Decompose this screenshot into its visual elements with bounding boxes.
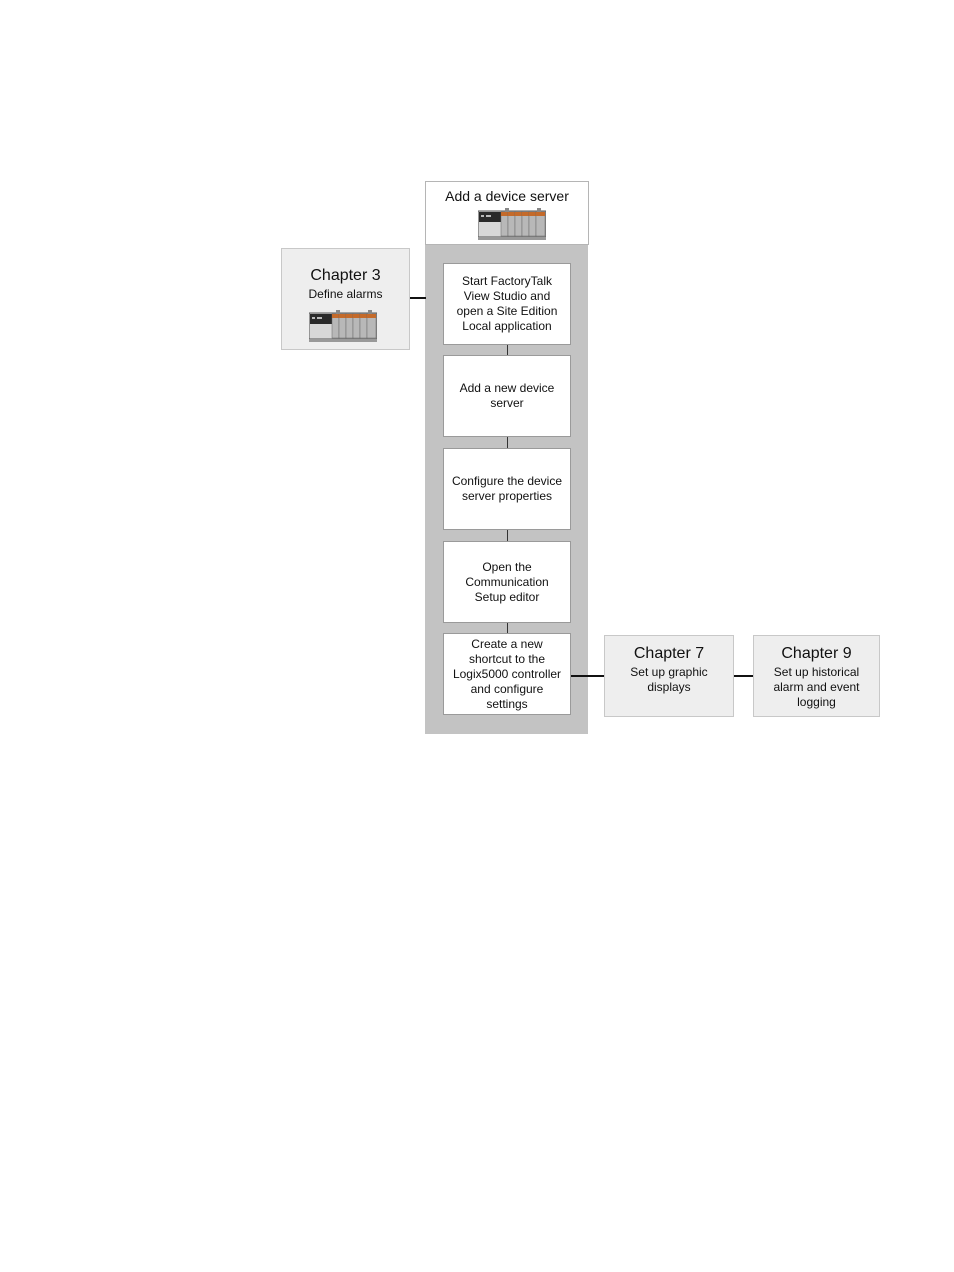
step-text: Create a new shortcut to the Logix5000 controller and configure settings xyxy=(452,636,562,711)
step-add-device-server xyxy=(443,355,571,437)
chapter-description: Set up graphic displays xyxy=(630,665,708,694)
step-create-shortcut xyxy=(443,633,571,715)
connector-line xyxy=(410,297,426,299)
step-start-studio xyxy=(443,263,571,345)
chapter-next-box xyxy=(753,635,880,717)
chapter-description: Define alarms xyxy=(308,287,383,301)
step-text: Add a new device server xyxy=(459,381,555,410)
step-text: Open the Communication Setup editor xyxy=(465,559,549,604)
chapter-prev-box xyxy=(281,248,410,350)
chapter-title: Chapter 9 xyxy=(781,645,852,662)
controller-rack-icon xyxy=(478,208,546,240)
connector-line xyxy=(571,675,605,677)
chapter-title: Chapter 3 xyxy=(310,267,381,284)
connector-line xyxy=(734,675,754,677)
chapter-next-box xyxy=(604,635,734,717)
step-configure-properties xyxy=(443,448,571,530)
section-title: Add a device server xyxy=(445,188,569,204)
chapter-title: Chapter 7 xyxy=(633,645,705,662)
step-text: Start FactoryTalk View Studio and open a Site Edition Local application xyxy=(456,274,558,333)
chapter-description: Set up historical alarm and event logging xyxy=(773,665,860,709)
step-open-communication-setup xyxy=(443,541,571,623)
controller-rack-icon xyxy=(309,310,377,342)
step-text: Configure the device server properties xyxy=(451,474,563,503)
section-header xyxy=(425,181,589,245)
